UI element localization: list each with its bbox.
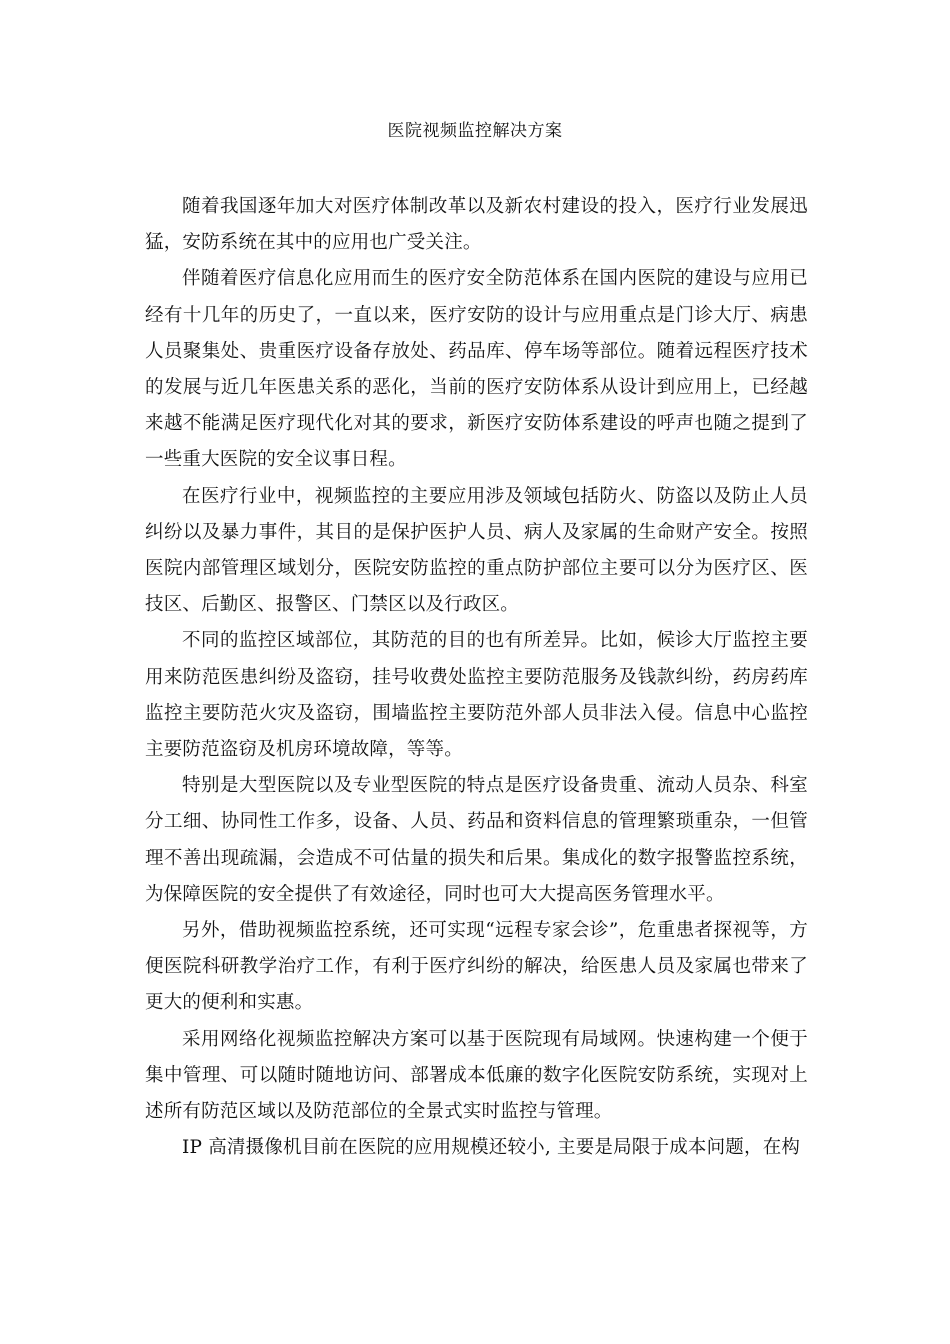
document-body [145,189,808,1166]
paragraph-5: 特别是大型医院以及专业型医院的特点是医疗设备贵重、流动人员杂、科室分工细、协同性工作多，设备、人员、药品和资料信息的管理繁琐重杂，一但管理不善出现疏漏，会造成不可估量的损失和后果。集成化的数字报警监控系统，为保障医院的安全提供了有效途径，同时也可大大提高医务管理水平。 [145,775,808,905]
document-title: 医院视频监控解决方案 [387,121,563,141]
paragraph-8: IP 高清摄像机目前在医院的应用规模还较小, 主要是局限于成本问题，在构 [182,1137,801,1159]
paragraph-4: 不同的监控区域部位，其防范的目的也有所差异。比如，候诊大厅监控主要用来防范医患纠纷及盗窃，挂号收费处监控主要防范服务及钱款纠纷，药房药库监控主要防范火灾及盗窃，围墙监控主要防范外部人员非法入侵。信息中心监控主要防范盗窃及机房环境故障，等等。 [145,630,808,761]
paragraph-2: 伴随着医疗信息化应用而生的医疗安全防范体系在国内医院的建设与应用已经有十几年的历史了，一直以来，医疗安防的设计与应用重点是门诊大厅、病患人员聚集处、贵重医疗设备存放处、药品库、停车场等部位。随着远程医疗技术的发展与近几年医患关系的恶化，当前的医疗安防体系从设计到应用上，已经越来越不能满足医疗现代化对其的要求，新医疗安防体系建设的呼声也随之提到了一些重大医院的安全议事日程。 [145,268,808,471]
paragraph-7: 采用网络化视频监控解决方案可以基于医院现有局域网。快速构建一个便于集中管理、可以随时随地访问、部署成本低廉的数字化医院安防系统，实现对上述所有防范区域以及防范部位的全景式实时监控与管理。 [145,1028,808,1123]
paragraph-3: 在医疗行业中，视频监控的主要应用涉及领域包括防火、防盗以及防止人员纠纷以及暴力事件，其目的是保护医护人员、病人及家属的生命财产安全。按照医院内部管理区域划分，医院安防监控的重点防护部位主要可以分为医疗区、医技区、后勤区、报警区、门禁区以及行政区。 [145,485,808,616]
paragraph-6: 另外，借助视频监控系统，还可实现“远程专家会诊”，危重患者探视等，方便医院科研教学治疗工作，有利于医疗纠纷的解决，给医患人员及家属也带来了更大的便利和实惠。 [145,920,808,1014]
paragraph-1: 随着我国逐年加大对医疗体制改革以及新农村建设的投入，医疗行业发展迅猛，安防系统在其中的应用也广受关注。 [145,196,808,254]
